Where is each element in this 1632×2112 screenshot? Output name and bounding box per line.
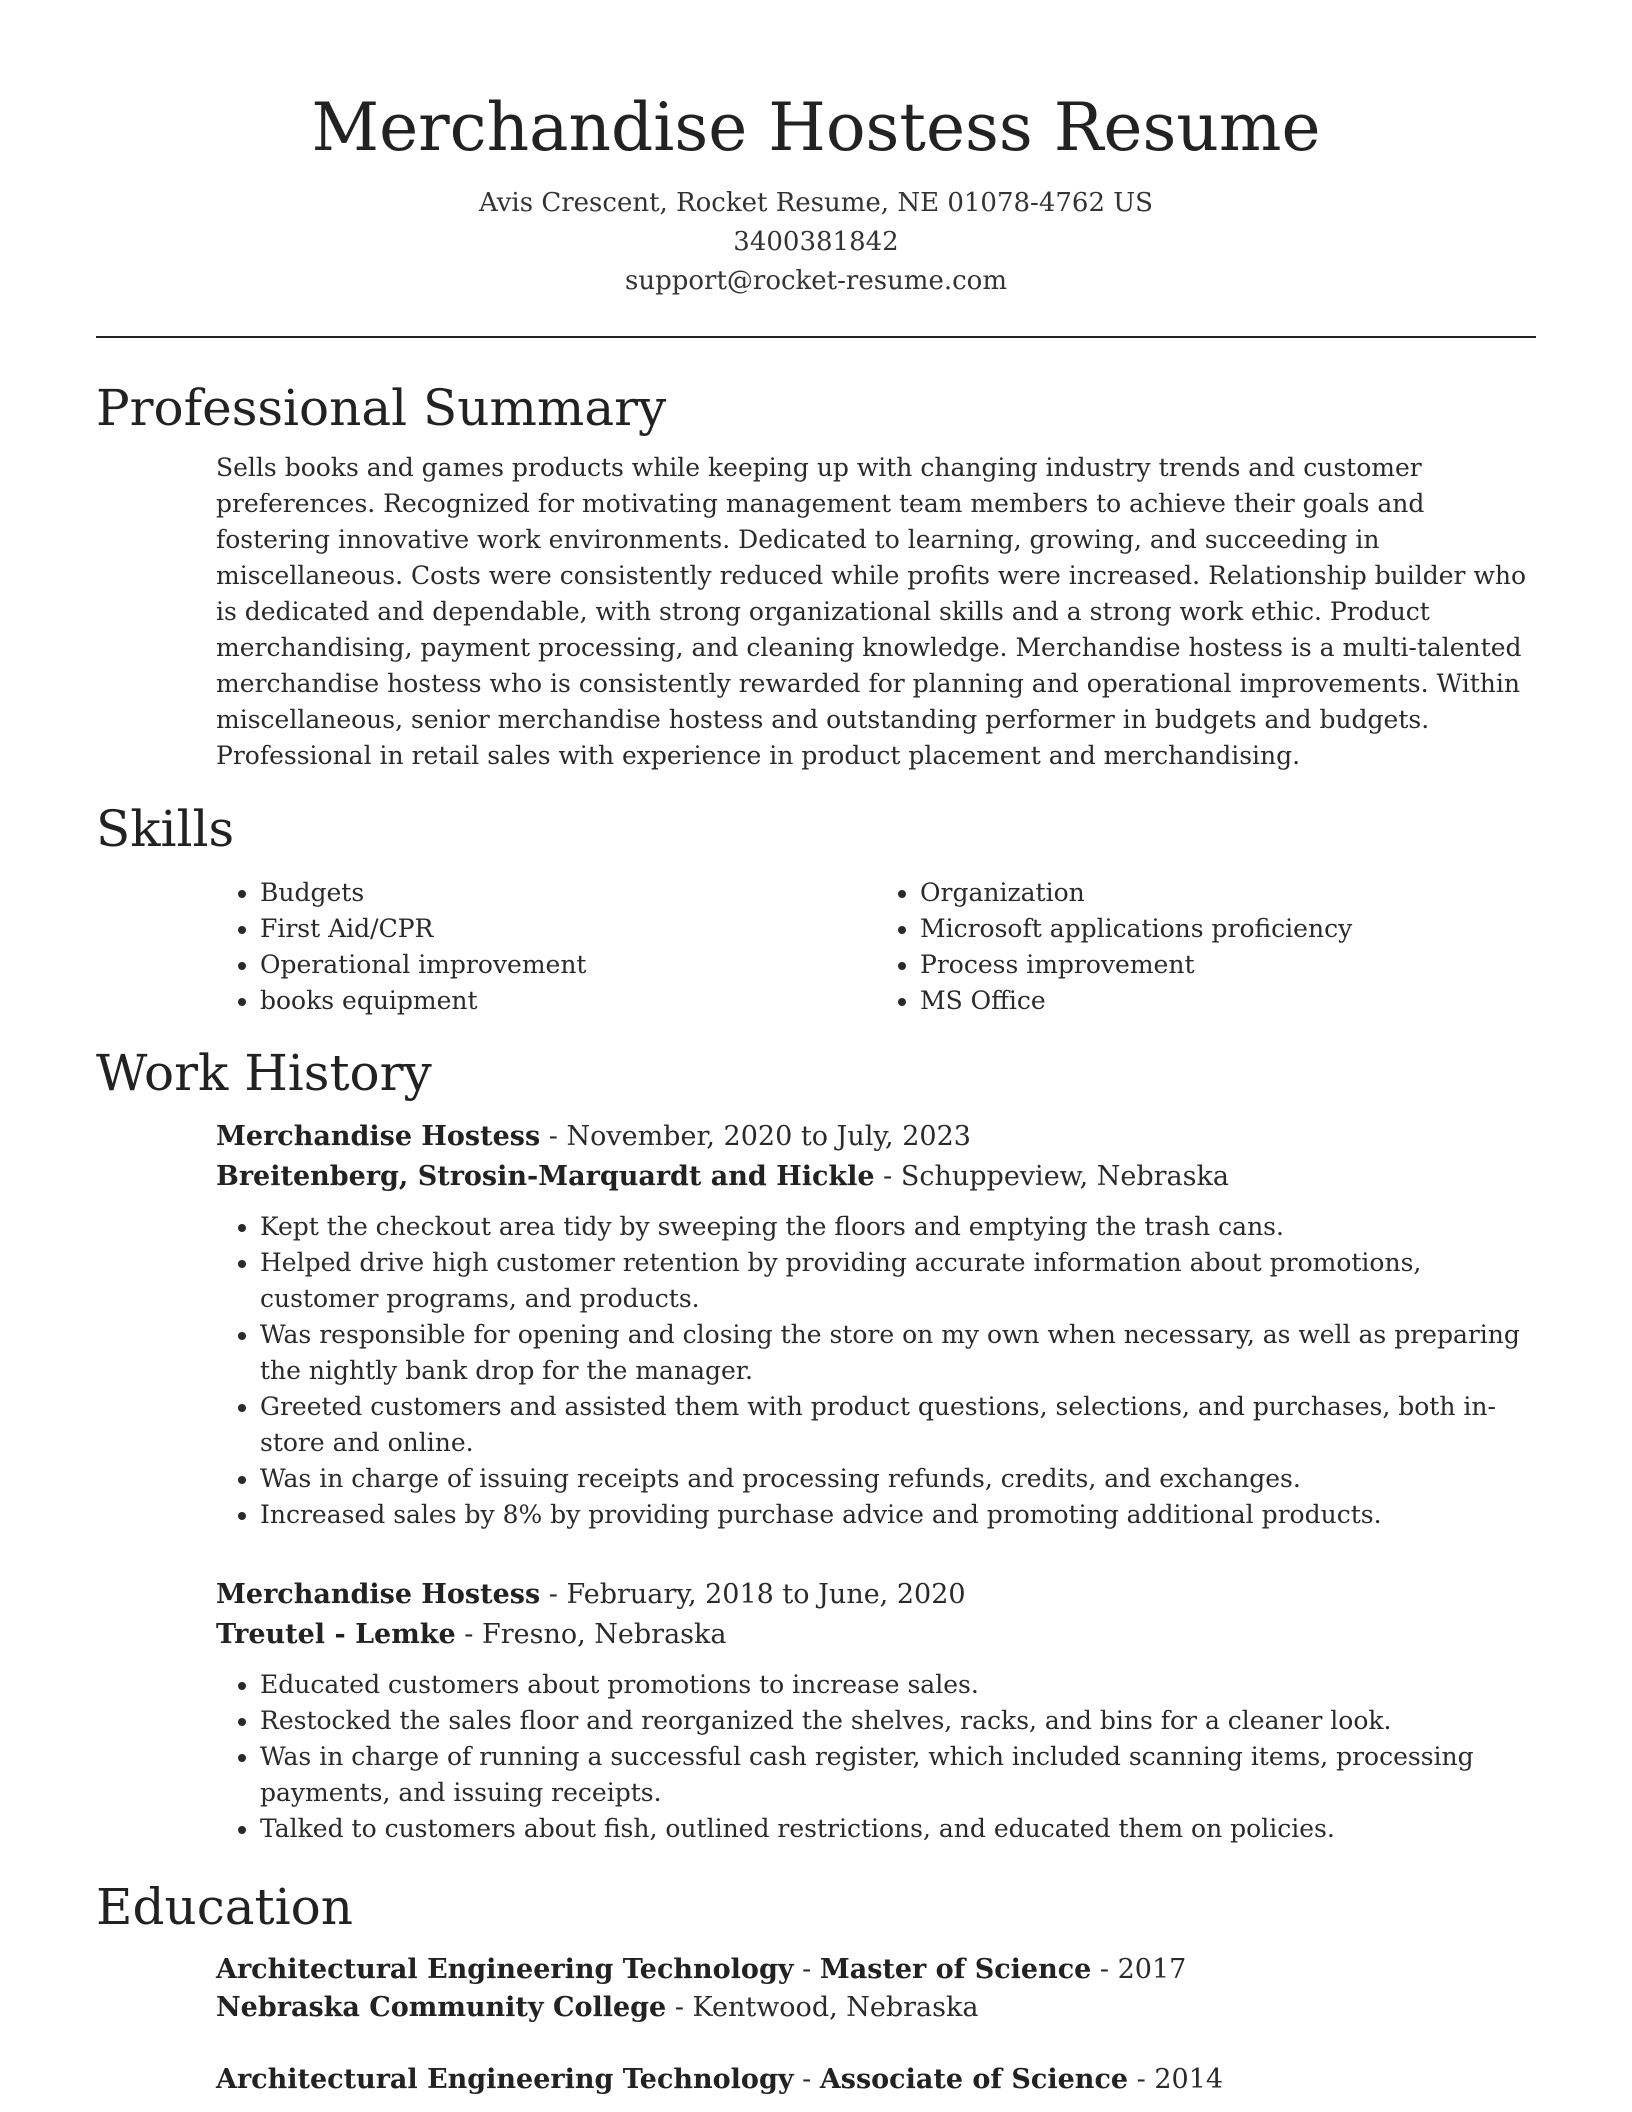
contact-block: [96, 184, 1536, 301]
job-duty-item: • Was in charge of running a successful cash register, which included scanning items, processing payments, and issuing receipts.: [260, 1739, 1536, 1811]
work-history-heading: Work History: [96, 1044, 432, 1102]
skills-heading: Skills: [96, 800, 235, 858]
education-degree-line: Architectural Engineering Technology - Master of Science - 2017: [216, 1954, 1187, 1985]
job-company-line: Treutel - Lemke - Fresno, Nebraska: [216, 1619, 727, 1650]
skill-item: • Operational improvement: [260, 947, 876, 983]
education-heading: Education: [96, 1878, 353, 1936]
job-duty-item: • Educated customers about promotions to increase sales.: [260, 1667, 1536, 1703]
job-duty-item: • Increased sales by 8% by providing purchase advice and promoting additional products.: [260, 1497, 1536, 1533]
skill-item: • Organization: [920, 875, 1536, 911]
resume-title: Merchandise Hostess Resume: [311, 89, 1321, 166]
skill-item: • Budgets: [260, 875, 876, 911]
education-degree: Associate of Science: [819, 2064, 1129, 2095]
education-field: Architectural Engineering Technology: [216, 2064, 794, 2095]
job-duty-item: • Helped drive high customer retention by providing accurate information about promotions, customer programs, and products.: [260, 1245, 1536, 1317]
contact-email: support@rocket-resume.com: [624, 266, 1007, 296]
job-duties: [216, 1667, 1536, 1847]
skill-item: • Process improvement: [920, 947, 1536, 983]
job-duty-item: • Was responsible for opening and closing the store on my own when necessary, as well as preparing the nightly bank drop for the manager.: [260, 1317, 1536, 1389]
skills-column-left: [216, 875, 876, 1019]
job-company-line: Breitenberg, Strosin-Marquardt and Hickle - Schuppeview, Nebraska: [216, 1161, 1229, 1192]
education-entry: [216, 1951, 1536, 2027]
job-duty-item: • Kept the checkout area tidy by sweeping the floors and emptying the trash cans.: [260, 1209, 1536, 1245]
contact-address: Avis Crescent, Rocket Resume, NE 01078-4762 US: [479, 188, 1153, 218]
education-year: 2014: [1154, 2064, 1224, 2095]
job-duties: [216, 1209, 1536, 1533]
contact-phone: 3400381842: [733, 227, 899, 257]
job-dates: November, 2020 to July, 2023: [566, 1121, 971, 1152]
job-duty-item: • Restocked the sales floor and reorganized the shelves, racks, and bins for a cleaner look.: [260, 1703, 1536, 1739]
header-divider: [96, 336, 1536, 338]
education-school-line: Nebraska Community College - Kentwood, Nebraska: [216, 1992, 979, 2023]
education-degree: Master of Science: [819, 1954, 1092, 1985]
job-entry: [216, 1575, 1536, 1847]
job-duty-item: • Greeted customers and assisted them with product questions, selections, and purchases, both in-store and online.: [260, 1389, 1536, 1461]
skills-list: [216, 875, 1536, 1019]
skills-column-right: [876, 875, 1536, 1019]
job-company: Treutel - Lemke: [216, 1619, 456, 1650]
summary-text: Sells books and games products while keeping up with changing industry trends and customer preferences. Recognized for motivating management team members to achieve their goals and fostering innovative work environments. Dedicated to learning, growing, and succeeding in miscellaneous. Costs were consistently reduced while profits were increased. Relationship builder who is dedicated and dependable, with strong organizational skills and a strong work ethic. Product merchandising, payment processing, and cleaning knowledge. Merchandise hostess is a multi-talented merchandise hostess who is consistently rewarded for planning and operational improvements. Within miscellaneous, senior merchandise hostess and outstanding performer in budgets and budgets. Professional in retail sales with experience in product placement and merchandising.: [216, 453, 1526, 770]
job-title-line: Merchandise Hostess - February, 2018 to June, 2020: [216, 1579, 966, 1610]
education-year: 2017: [1117, 1954, 1187, 1985]
summary-heading: Professional Summary: [96, 379, 667, 437]
job-duty-item: • Was in charge of issuing receipts and processing refunds, credits, and exchanges.: [260, 1461, 1536, 1497]
education-location: Kentwood, Nebraska: [692, 1992, 979, 2023]
job-duty-item: • Talked to customers about fish, outlined restrictions, and educated them on policies.: [260, 1811, 1536, 1847]
education-field: Architectural Engineering Technology: [216, 1954, 794, 1985]
job-company: Breitenberg, Strosin-Marquardt and Hickle: [216, 1161, 875, 1192]
skill-item: • MS Office: [920, 983, 1536, 1019]
education-entry: [216, 2061, 1536, 2099]
education-school: Nebraska Community College: [216, 1992, 667, 2023]
job-title: Merchandise Hostess: [216, 1579, 541, 1610]
job-location: Fresno, Nebraska: [482, 1619, 727, 1650]
job-location: Schuppeview, Nebraska: [900, 1161, 1229, 1192]
skill-item: • Microsoft applications proficiency: [920, 911, 1536, 947]
job-dates: February, 2018 to June, 2020: [566, 1579, 966, 1610]
job-title-line: Merchandise Hostess - November, 2020 to July, 2023: [216, 1121, 971, 1152]
skill-item: • First Aid/CPR: [260, 911, 876, 947]
skill-item: • books equipment: [260, 983, 876, 1019]
job-title: Merchandise Hostess: [216, 1121, 541, 1152]
resume-page: [96, 0, 1536, 2099]
resume-header: [96, 0, 1536, 301]
education-degree-line: Architectural Engineering Technology - Associate of Science - 2014: [216, 2064, 1224, 2095]
job-entry: [216, 1117, 1536, 1533]
